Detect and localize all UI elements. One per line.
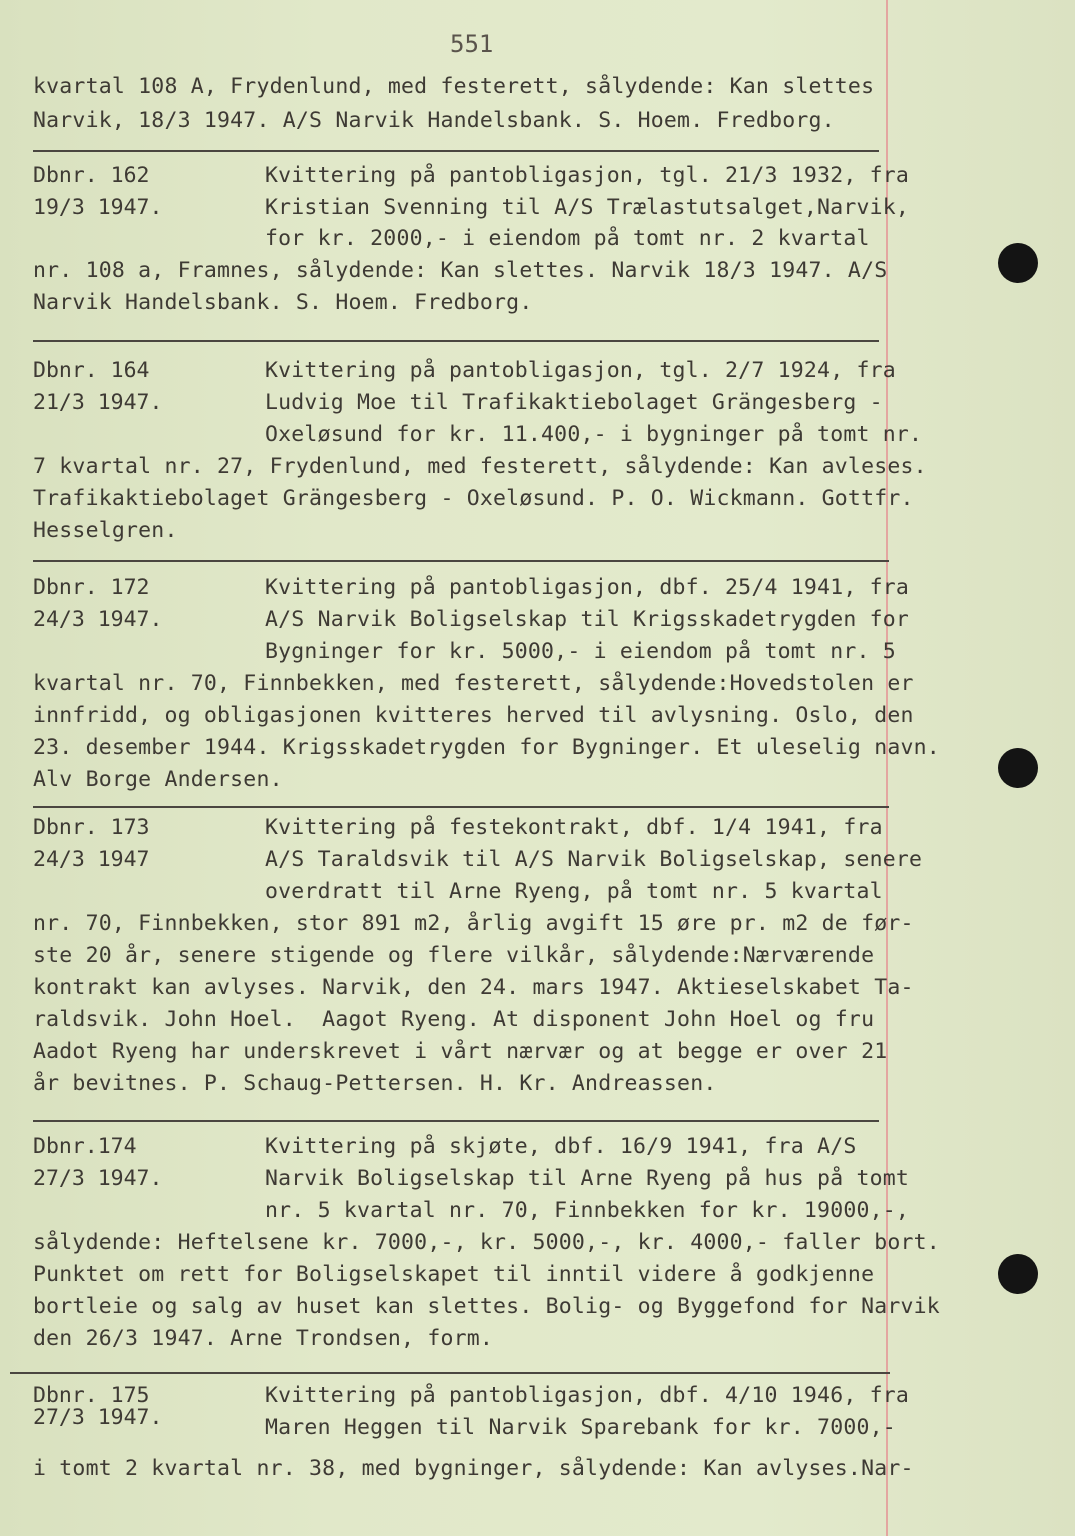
text-line: Kvittering på pantobligasjon, tgl. 2/7 1924, fra xyxy=(265,358,896,383)
text-line: A/S Narvik Boligselskap til Krigsskadetrygden for xyxy=(265,607,910,632)
text-line: Trafikaktiebolaget Grängesberg - Oxeløsund. P. O. Wickmann. Gottfr. xyxy=(33,486,914,511)
text-line: innfridd, og obligasjonen kvitteres herved til avlysning. Oslo, den xyxy=(33,703,914,728)
text-line: ste 20 år, senere stigende og flere vilkår, sålydende:Nærværende xyxy=(33,943,875,968)
text-line: nr. 70, Finnbekken, stor 891 m2, årlig avgift 15 øre pr. m2 de før- xyxy=(33,911,914,936)
text-line: overdratt til Arne Ryeng, på tomt nr. 5 kvartal xyxy=(265,879,883,904)
text-line: kvartal nr. 70, Finnbekken, med festerett, sålydende:Hovedstolen er xyxy=(33,671,914,696)
binder-hole-bottom xyxy=(998,1254,1038,1294)
entry-date: 24/3 1947. xyxy=(33,607,163,632)
entry-number: Dbnr. 164 xyxy=(33,358,150,383)
entry-date: 27/3 1947. xyxy=(33,1405,163,1430)
separator-line xyxy=(33,560,889,562)
separator-line xyxy=(33,806,889,808)
separator-line xyxy=(33,340,879,342)
entry-number: Dbnr. 162 xyxy=(33,163,150,188)
entry-number: Dbnr.174 xyxy=(33,1134,137,1159)
text-line: nr. 108 a, Framnes, sålydende: Kan slettes. Narvik 18/3 1947. A/S xyxy=(33,258,888,283)
entry-number: Dbnr. 173 xyxy=(33,815,150,840)
text-line: 23. desember 1944. Krigsskadetrygden for Bygninger. Et uleselig navn. xyxy=(33,735,940,760)
text-line: nr. 5 kvartal nr. 70, Finnbekken for kr. 19000,-, xyxy=(265,1198,910,1223)
text-line: Alv Borge Andersen. xyxy=(33,767,283,792)
text-line: år bevitnes. P. Schaug-Pettersen. H. Kr. Andreassen. xyxy=(33,1071,717,1096)
text-line: for kr. 2000,- i eiendom på tomt nr. 2 kvartal xyxy=(265,226,870,251)
text-line: Ludvig Moe til Trafikaktiebolaget Grängesberg - xyxy=(265,390,883,415)
text-line: Kvittering på pantobligasjon, dbf. 4/10 1946, fra xyxy=(265,1383,910,1408)
separator-line xyxy=(33,150,879,152)
text-line: Narvik Boligselskap til Arne Ryeng på hus på tomt xyxy=(265,1166,910,1191)
separator-line xyxy=(10,1372,890,1374)
text-line: raldsvik. John Hoel. Aagot Ryeng. At disponent John Hoel og fru xyxy=(33,1007,875,1032)
text-line: Kvittering på pantobligasjon, tgl. 21/3 1932, fra xyxy=(265,163,910,188)
text-line: Kvittering på festekontrakt, dbf. 1/4 1941, fra xyxy=(265,815,883,840)
text-line: Kvittering på pantobligasjon, dbf. 25/4 1941, fra xyxy=(265,575,910,600)
text-line: 7 kvartal nr. 27, Frydenlund, med festerett, sålydende: Kan avleses. xyxy=(33,454,927,479)
text-line: Hesselgren. xyxy=(33,518,178,543)
binder-hole-top xyxy=(998,243,1038,283)
entry-date: 27/3 1947. xyxy=(33,1166,163,1191)
text-line: sålydende: Heftelsene kr. 7000,-, kr. 5000,-, kr. 4000,- faller bort. xyxy=(33,1230,940,1255)
text-line: Bygninger for kr. 5000,- i eiendom på tomt nr. 5 xyxy=(265,639,896,664)
text-line: Oxeløsund for kr. 11.400,- i bygninger på tomt nr. xyxy=(265,422,923,447)
text-line: Maren Heggen til Narvik Sparebank for kr. 7000,- xyxy=(265,1415,896,1440)
text-line: Kvittering på skjøte, dbf. 16/9 1941, fra A/S xyxy=(265,1134,857,1159)
text-line: kvartal 108 A, Frydenlund, med festerett, sålydende: Kan slettes xyxy=(33,74,875,99)
text-line: Aadot Ryeng har underskrevet i vårt nærvær og at begge er over 21 xyxy=(33,1039,888,1064)
separator-line xyxy=(33,1120,879,1122)
text-line: i tomt 2 kvartal nr. 38, med bygninger, sålydende: Kan avlyses.Nar- xyxy=(33,1456,914,1481)
binder-hole-middle xyxy=(998,748,1038,788)
text-line: den 26/3 1947. Arne Trondsen, form. xyxy=(33,1326,494,1351)
text-line: Punktet om rett for Boligselskapet til inntil videre å godkjenne xyxy=(33,1262,875,1287)
text-line: Narvik Handelsbank. S. Hoem. Fredborg. xyxy=(33,290,533,315)
text-line: bortleie og salg av huset kan slettes. Bolig- og Byggefond for Narvik xyxy=(33,1294,940,1319)
page-number: 551 xyxy=(450,30,494,58)
entry-date: 24/3 1947 xyxy=(33,847,150,872)
text-line: Kristian Svenning til A/S Trælastutsalget,Narvik, xyxy=(265,195,910,220)
entry-date: 19/3 1947. xyxy=(33,195,163,220)
text-line: kontrakt kan avlyses. Narvik, den 24. mars 1947. Aktieselskabet Ta- xyxy=(33,975,914,1000)
entry-date: 21/3 1947. xyxy=(33,390,163,415)
entry-number: Dbnr. 172 xyxy=(33,575,150,600)
entry-number: Dbnr. 175 xyxy=(33,1383,150,1408)
text-line: A/S Taraldsvik til A/S Narvik Boligselskap, senere xyxy=(265,847,923,872)
text-line: Narvik, 18/3 1947. A/S Narvik Handelsbank. S. Hoem. Fredborg. xyxy=(33,108,835,133)
